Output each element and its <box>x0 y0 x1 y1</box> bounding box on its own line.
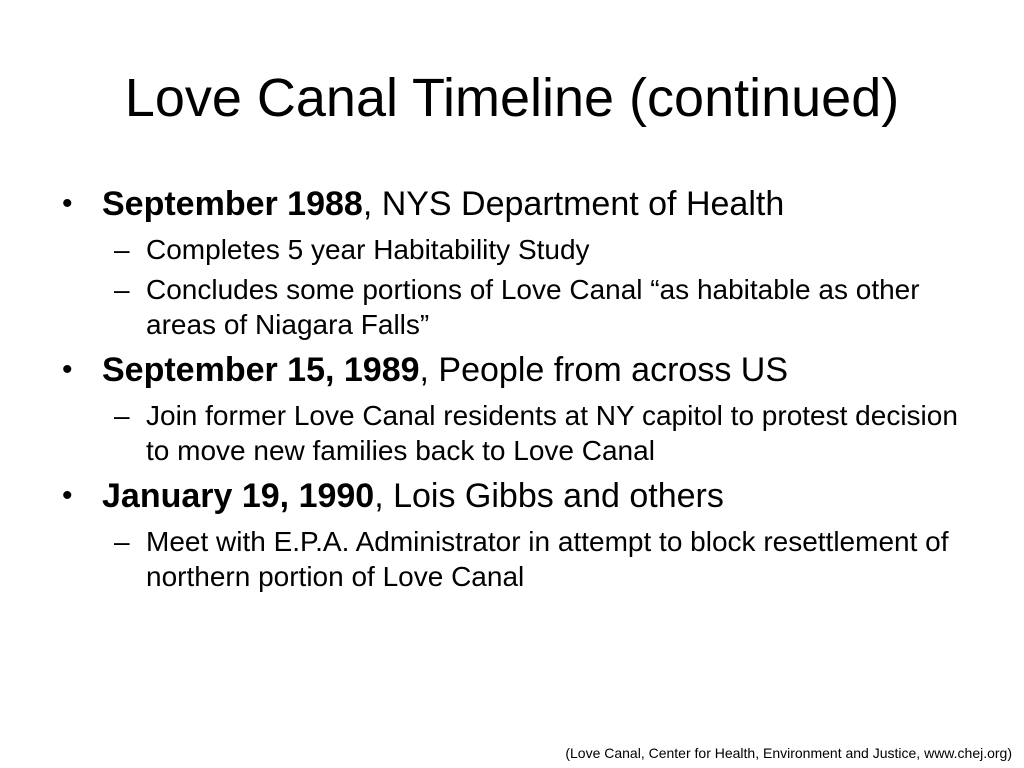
sub-item-text: Concludes some portions of Love Canal “as habitable as other areas of Niagara Falls” <box>146 274 920 340</box>
dash-icon: – <box>114 234 130 265</box>
slide-body <box>62 182 982 600</box>
sub-item-text: Join former Love Canal residents at NY capitol to protest decision to move new families back to Love Canal <box>146 400 958 466</box>
bullet-dot-icon: • <box>62 479 73 512</box>
bullet-text: , People from across US <box>419 351 789 389</box>
sub-item <box>62 272 982 342</box>
sub-item-text: Meet with E.P.A. Administrator in attempt to block resettlement of northern portion of Love Canal <box>146 526 949 592</box>
bullet-item <box>62 182 982 226</box>
citation: (Love Canal, Center for Health, Environment and Justice, www.chej.org) <box>565 745 1012 761</box>
slide-title: Love Canal Timeline (continued) <box>124 68 900 128</box>
sub-list <box>62 232 982 342</box>
bullet-date: January 19, 1990 <box>102 477 375 515</box>
dash-icon: – <box>114 274 130 305</box>
dash-icon: – <box>114 526 130 557</box>
bullet-item <box>62 474 982 518</box>
dash-icon: – <box>114 400 130 431</box>
sub-item <box>62 398 982 468</box>
bullet-text: , NYS Department of Health <box>362 185 785 223</box>
sub-item-text: Completes 5 year Habitability Study <box>146 234 590 265</box>
bullet-date: September 15, 1989 <box>102 351 420 389</box>
bullet-text: , Lois Gibbs and others <box>374 477 724 515</box>
bullet-dot-icon: • <box>62 187 73 220</box>
bullet-item <box>62 348 982 392</box>
sub-item <box>62 232 982 267</box>
sub-item <box>62 524 982 594</box>
bullet-dot-icon: • <box>62 353 73 386</box>
sub-list <box>62 398 982 468</box>
bullet-date: September 1988 <box>102 185 363 223</box>
sub-list <box>62 524 982 594</box>
